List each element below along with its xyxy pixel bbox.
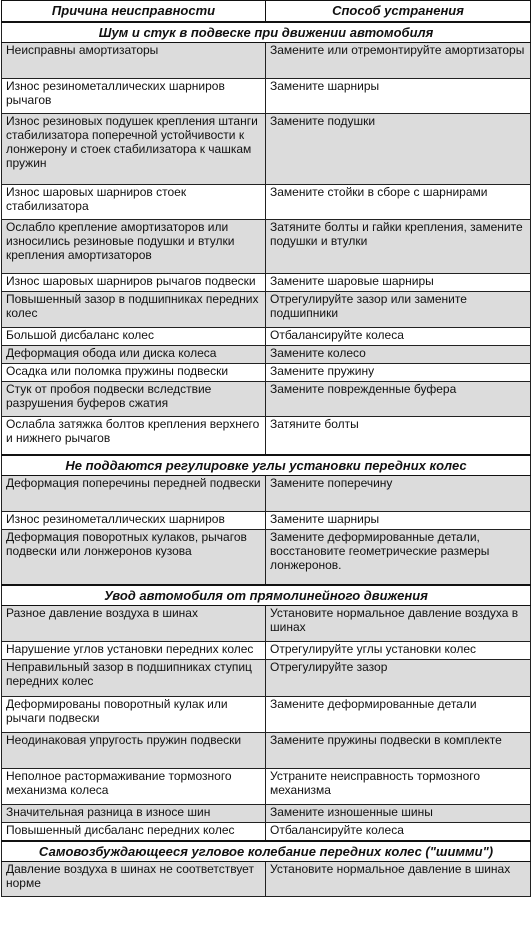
cause-cell: Деформированы поворотный кулак или рычаги подвески [2,697,266,733]
cause-cell: Износ резинометаллических шарниров [2,511,266,529]
remedy-cell: Замените стойки в сборе с шарнирами [266,185,531,220]
cause-cell: Давление воздуха в шинах не соответствует норме [2,861,266,896]
cause-cell: Неправильный зазор в подшипниках ступиц передних колес [2,660,266,697]
header-cause: Причина неисправности [2,1,266,23]
section-header-row [2,455,531,476]
cause-cell: Неисправны амортизаторы [2,43,266,79]
table-row [2,823,531,841]
remedy-cell: Замените шаровые шарниры [266,274,531,292]
table-row [2,475,531,511]
section-title: Не поддаются регулировке углы установки передних колес [2,455,531,476]
remedy-cell: Установите нормальное давление воздуха в шинах [266,606,531,642]
cause-cell: Стук от пробоя подвески вследствие разрушения буферов сжатия [2,382,266,417]
cause-cell: Ослабло крепление амортизаторов или износились резиновые подушки и втулки крепления амортизаторов [2,220,266,274]
cause-cell: Деформация поворотных кулаков, рычагов подвески или лонжеронов кузова [2,529,266,585]
table-row [2,529,531,585]
remedy-cell: Замените или отремонтируйте амортизаторы [266,43,531,79]
header-remedy: Способ устранения [266,1,531,23]
remedy-cell: Отрегулируйте зазор или замените подшипники [266,292,531,328]
cause-cell: Деформация обода или диска колеса [2,346,266,364]
section-title: Увод автомобиля от прямолинейного движения [2,585,531,606]
remedy-cell: Замените шарниры [266,511,531,529]
table-row [2,861,531,896]
troubleshooting-table [1,0,531,897]
table-row [2,346,531,364]
cause-cell: Неодинаковая упругость пружин подвески [2,733,266,769]
table-row [2,660,531,697]
table-row [2,328,531,346]
remedy-cell: Отрегулируйте углы установки колес [266,642,531,660]
table-row [2,364,531,382]
cause-cell: Износ шаровых шарниров рычагов подвески [2,274,266,292]
table-row [2,292,531,328]
cause-cell: Ослабла затяжка болтов крепления верхнего и нижнего рычагов [2,417,266,455]
table-row [2,220,531,274]
cause-cell: Значительная разница в износе шин [2,805,266,823]
remedy-cell: Замените пружины подвески в комплекте [266,733,531,769]
remedy-cell: Замените пружину [266,364,531,382]
remedy-cell: Замените поврежденные буфера [266,382,531,417]
table-row [2,185,531,220]
section-header-row [2,841,531,862]
cause-cell: Повышенный дисбаланс передних колес [2,823,266,841]
remedy-cell: Замените шарниры [266,79,531,114]
cause-cell: Неполное растормаживание тормозного механизма колеса [2,769,266,805]
remedy-cell: Замените колесо [266,346,531,364]
remedy-cell: Замените поперечину [266,475,531,511]
remedy-cell: Отбалансируйте колеса [266,328,531,346]
cause-cell: Большой дисбаланс колес [2,328,266,346]
table-row [2,697,531,733]
table-row [2,642,531,660]
cause-cell: Осадка или поломка пружины подвески [2,364,266,382]
remedy-cell: Затяните болты и гайки крепления, замените подушки и втулки [266,220,531,274]
section-header-row [2,585,531,606]
remedy-cell: Отрегулируйте зазор [266,660,531,697]
cause-cell: Износ резиновых подушек крепления штанги стабилизатора поперечной устойчивости к лонжерону и стоек стабилизатора к чашкам пружин [2,114,266,185]
cause-cell: Износ резинометаллических шарниров рычагов [2,79,266,114]
table-row [2,417,531,455]
table-row [2,114,531,185]
table-row [2,43,531,79]
table-row [2,805,531,823]
table-row [2,274,531,292]
section-title: Шум и стук в подвеске при движении автомобиля [2,22,531,43]
remedy-cell: Замените подушки [266,114,531,185]
table-row [2,606,531,642]
remedy-cell: Установите нормальное давление в шинах [266,861,531,896]
cause-cell: Деформация поперечины передней подвески [2,475,266,511]
header-row [2,1,531,23]
remedy-cell: Замените деформированные детали [266,697,531,733]
table-row [2,733,531,769]
remedy-cell: Затяните болты [266,417,531,455]
table-row [2,511,531,529]
remedy-cell: Отбалансируйте колеса [266,823,531,841]
section-title: Самовозбуждающееся угловое колебание передних колес ("шимми") [2,841,531,862]
remedy-cell: Устраните неисправность тормозного механизма [266,769,531,805]
section-header-row [2,22,531,43]
table-body [2,22,531,896]
cause-cell: Разное давление воздуха в шинах [2,606,266,642]
cause-cell: Износ шаровых шарниров стоек стабилизатора [2,185,266,220]
table-row [2,382,531,417]
cause-cell: Повышенный зазор в подшипниках передних колес [2,292,266,328]
remedy-cell: Замените деформированные детали, восстановите геометрические размеры лонжеронов. [266,529,531,585]
cause-cell: Нарушение углов установки передних колес [2,642,266,660]
remedy-cell: Замените изношенные шины [266,805,531,823]
table-row [2,769,531,805]
table-row [2,79,531,114]
